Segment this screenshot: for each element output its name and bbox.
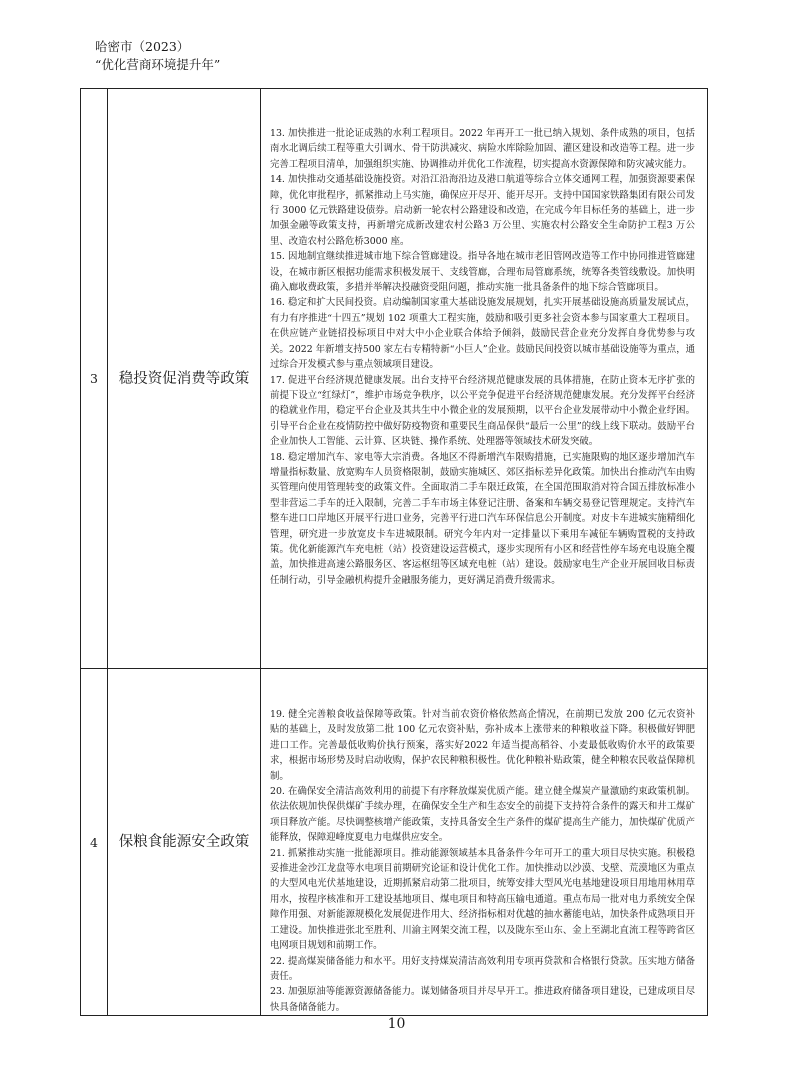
row-number: 3 <box>81 89 108 669</box>
policy-item: 23. 加强原油等能源资源储备能力。谋划储备项目并尽早开工。推进政府储备项目建设，已建成项目尽快具备储备能力。 <box>270 986 695 1013</box>
row-number: 4 <box>81 669 108 1016</box>
header-line-2: “优化营商环境提升年” <box>95 57 221 72</box>
policy-item: 20. 在确保安全清洁高效利用的前提下有序释放煤炭优质产能。建立健全煤炭产量激励约束政策机制。依法依规加快保供煤矿手续办理，在确保安全生产和生态安全的前提下支持符合条件的露天和井工煤矿项目释放产能。尽快调整核增产能政策，支持具备安全生产条件的煤矿提高生产能力，加快煤矿优质产能释放，保障迎峰度夏电力电煤供应安全。 <box>270 786 695 844</box>
page-number: 10 <box>387 1016 406 1032</box>
row-category: 保粮食能源安全政策 <box>108 669 261 1016</box>
row-category: 稳投资促消费等政策 <box>108 89 261 669</box>
document-header <box>95 38 220 74</box>
policy-item: 22. 提高煤炭储备能力和水平。用好支持煤炭清洁高效利用专项再贷款和合格银行贷款。压实地方储备责任。 <box>270 955 695 982</box>
policy-item: 13. 加快推进一批论证成熟的水利工程项目。2022 年再开工一批已纳入规划、条件成熟的项目，包括南水北调后续工程等重大引调水、骨干防洪减灾、病险水库除险加固、灌区建设和改造等工程。进一步完善工程项目清单，加强组织实施、协调推动并优化工作流程，切实提高水资源保障和防灾减灾能力。 <box>270 128 695 170</box>
row-content <box>261 89 708 669</box>
policy-item: 15. 因地制宜继续推进城市地下综合管廊建设。指导各地在城市老旧管网改造等工作中协同推进管廊建设，在城市新区根据功能需求积极发展干、支线管廊，合理布局管廊系统，统筹各类管线敷设。加快明确入廊收费政策，多措并举解决投融资受阻问题，推动实施一批具备条件的地下综合管廊项目。 <box>270 251 695 294</box>
policy-item: 16. 稳定和扩大民间投资。启动编制国家重大基础设施发展规划，扎实开展基础设施高质量发展试点，有力有序推进“十四五”规划 102 项重大工程实施，鼓励和吸引更多社会资本参与国家重大工程项目。在供应链产业链招投标项目中对大中小企业联合体给予倾斜，鼓励民营企业充分发挥自身优势参与攻关。2022 年新增支持500 家左右专精特新“小巨人”企业。鼓励民间投资以城市基础设施等为重点，通过综合开发模式参与重点领域项目建设。 <box>270 297 695 371</box>
policy-item: 18. 稳定增加汽车、家电等大宗消费。各地区不得新增汽车限购措施，已实施限购的地区逐步增加汽车增量指标数量、放宽购车人员资格限制，鼓励实施城区、郊区指标差异化政策。加快出台推动汽车由购买管理向使用管理转变的政策文件。全面取消二手车限迁政策，在全国范围取消对符合国五排放标准小型非营运二手车的迁入限制，完善二手车市场主体登记注册、备案和车辆交易登记管理规定。支持汽车整车进口口岸地区开展平行进口业务，完善平行进口汽车环保信息公开制度。对皮卡车进城实施精细化管理，研究进一步放宽皮卡车进城限制。研究今年内对一定排量以下乘用车减征车辆购置税的支持政策。优化新能源汽车充电桩（站）投资建设运营模式，逐步实现所有小区和经营性停车场充电设施全覆盖，加快推进高速公路服务区、客运枢纽等区域充电桩（站）建设。鼓励家电生产企业开展回收目标责任制行动，引导金融机构提升金融服务能力，更好满足消费升级需求。 <box>270 451 695 586</box>
policy-table <box>80 88 708 1016</box>
policy-item: 17. 促进平台经济规范健康发展。出台支持平台经济规范健康发展的具体措施，在防止资本无序扩张的前提下设立“红绿灯”，维护市场竞争秩序，以公平竞争促进平台经济规范健康发展。充分发挥平台经济的稳就业作用，稳定平台企业及其共生中小微企业的发展预期，以平台企业发展带动中小微企业纾困。引导平台企业在疫情防控中做好防疫物资和重要民生商品保供“最后一公里”的线上线下联动。鼓励平台企业加快人工智能、云计算、区块链、操作系统、处理器等领域技术研发突破。 <box>270 374 695 448</box>
policy-item: 21. 抓紧推动实施一批能源项目。推动能源领域基本具备条件今年可开工的重大项目尽快实施。积极稳妥推进金沙江龙盘等水电项目前期研究论证和设计优化工作。加快推动以沙漠、戈壁、荒漠地区为重点的大型风电光伏基地建设，近期抓紧启动第二批项目，统筹安排大型风光电基地建设项目用地用林用草用水，按程序核准和开工建设基地项目、煤电项目和特高压输电通道。重点布局一批对电力系统安全保障作用强、对新能源规模化发展促进作用大、经济指标相对优越的抽水蓄能电站，加快条件成熟项目开工建设。加快推进张北至胜利、川渝主网架交流工程，以及陇东至山东、金上至湖北直流工程等跨省区电网项目规划和前期工作。 <box>270 847 695 952</box>
row-content <box>261 669 708 1016</box>
policy-item: 19. 健全完善粮食收益保障等政策。针对当前农资价格依然高企情况，在前期已发放 200 亿元农资补贴的基础上，及时发放第二批 100 亿元农资补贴，弥补成本上涨带来的种粮收益下降。积极做好钾肥进口工作。完善最低收购价执行预案，落实好2022 年适当提高稻谷、小麦最低收购价水平的政策要求，根据市场形势及时启动收购，保护农民种粮积极性。优化种粮补贴政策，健全种粮农民收益保障机制。 <box>270 709 695 782</box>
table-row <box>81 669 708 1016</box>
header-line-1: 哈密市（2023） <box>95 39 190 54</box>
table-row <box>81 89 708 669</box>
policy-item: 14. 加快推动交通基础设施投资。对沿江沿海沿边及港口航道等综合立体交通网工程，加强资源要素保障，优化审批程序，抓紧推动上马实施，确保应开尽开、能开尽开。支持中国国家铁路集团有限公司发行 3000 亿元铁路建设债券。启动新一轮农村公路建设和改造，在完成今年目标任务的基础上，进一步加强金融等政策支持，再新增完成新改建农村公路3 万公里、实施农村公路安全生命防护工程3 万公里、改造农村公路危桥3000 座。 <box>270 174 695 247</box>
